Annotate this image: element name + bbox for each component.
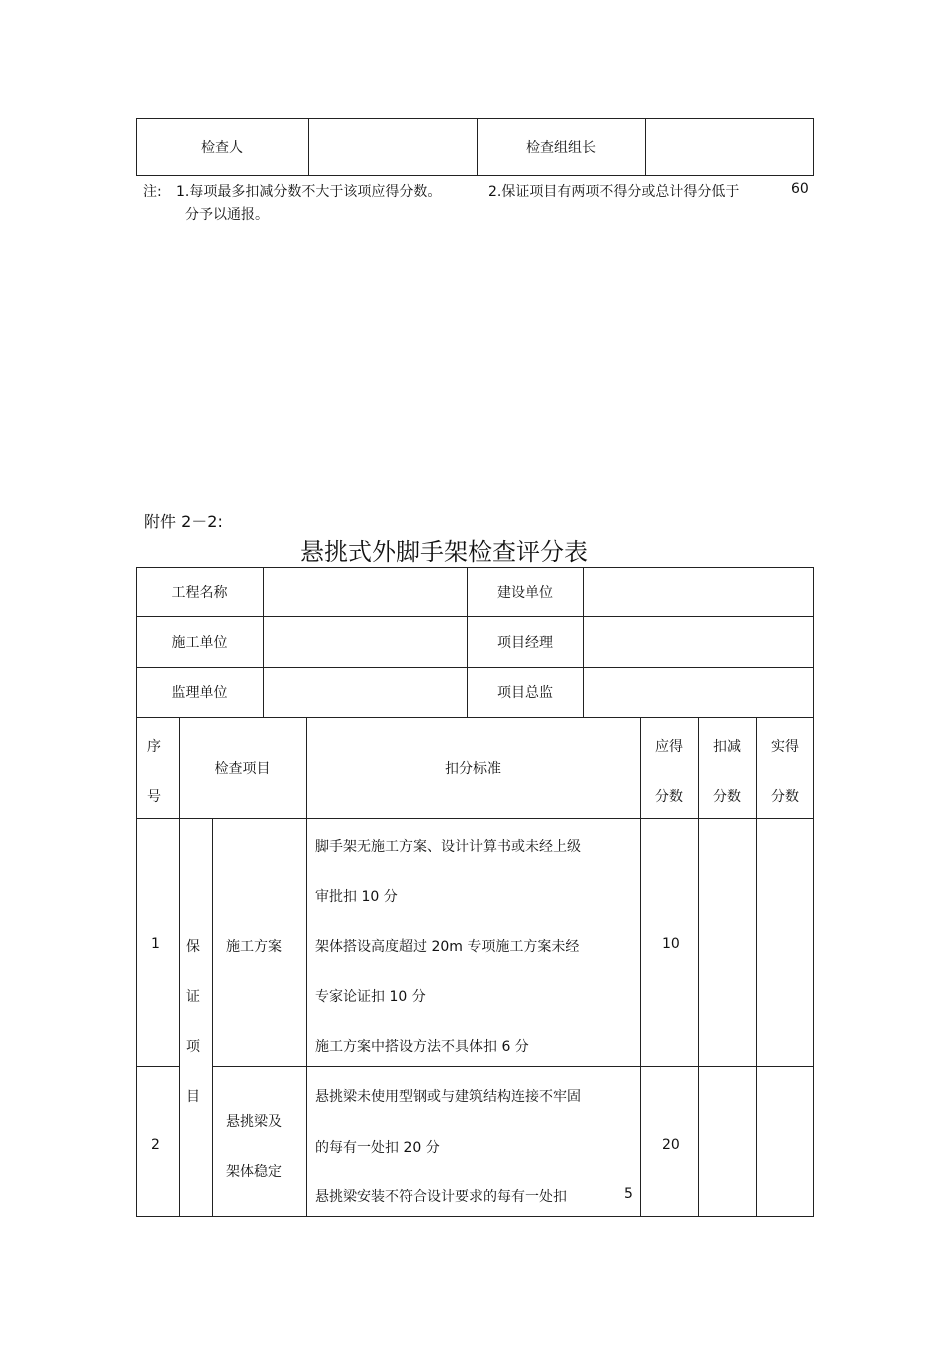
header-should-2: 分数: [655, 789, 683, 805]
row-1-line-5: 施工方案中搭设方法不具体扣 6 分: [315, 1039, 529, 1055]
table-border: [640, 717, 641, 1217]
row-2-score: 20: [662, 1137, 680, 1153]
header-deduct-standard: 扣分标准: [445, 761, 501, 777]
table-border: [136, 1216, 814, 1217]
header-seq-2: 号: [147, 789, 161, 805]
note-item-1: 1.每项最多扣减分数不大于该项应得分数。: [176, 184, 442, 200]
table-border: [583, 567, 584, 718]
inspector-value[interactable]: [308, 118, 477, 176]
row-2-line-3-value: 5: [624, 1186, 633, 1202]
table-border: [756, 717, 757, 1217]
attachment-label: 附件 2－2:: [144, 512, 223, 531]
note-item-2-value: 60: [791, 181, 809, 197]
supervision-label: 监理单位: [171, 685, 228, 701]
project-name-label: 工程名称: [171, 584, 228, 601]
header-deduct-1: 扣减: [713, 739, 741, 755]
row-2-line-1: 悬挑梁未使用型钢或与建筑结构连接不牢固: [315, 1089, 581, 1105]
category-char: 保: [186, 939, 200, 955]
note-prefix: 注:: [143, 184, 162, 200]
table-border: [813, 118, 814, 176]
project-manager-label: 项目经理: [497, 634, 553, 651]
table-border: [136, 1066, 179, 1067]
row-2-item-1: 悬挑梁及: [226, 1114, 282, 1130]
category-char: 项: [186, 1039, 200, 1055]
header-actual-1: 实得: [771, 739, 799, 755]
row-1-seq: 1: [151, 936, 160, 952]
project-director-label: 项目总监: [497, 685, 553, 701]
table-border: [263, 567, 264, 718]
note-item-2-cont: 分予以通报。: [185, 207, 269, 223]
note-item-2: 2.保证项目有两项不得分或总计得分低于: [488, 184, 740, 200]
leader-value[interactable]: [645, 118, 813, 176]
row-1-line-1: 脚手架无施工方案、设计计算书或未经上级: [315, 839, 581, 855]
table-border: [136, 818, 814, 819]
construction-unit-label: 施工单位: [171, 634, 228, 651]
header-should-1: 应得: [655, 739, 683, 755]
header-deduct-2: 分数: [713, 789, 741, 805]
row-2-seq: 2: [151, 1137, 160, 1153]
builder-label: 建设单位: [497, 584, 553, 601]
table-border: [212, 818, 213, 1217]
table-border: [813, 717, 814, 1217]
row-2-line-3: 悬挑梁安装不符合设计要求的每有一处扣: [315, 1189, 567, 1205]
row-1-line-4: 专家论证扣 10 分: [315, 989, 426, 1005]
row-1-line-3: 架体搭设高度超过 20m 专项施工方案未经: [315, 939, 580, 955]
category-char: 证: [186, 989, 200, 1005]
header-seq-1: 序: [147, 739, 161, 755]
row-2-line-2: 的每有一处扣 20 分: [315, 1140, 440, 1156]
header-actual-2: 分数: [771, 789, 799, 805]
row-2-item-2: 架体稳定: [226, 1164, 282, 1180]
inspector-label: 检查人: [201, 140, 243, 156]
row-1-score: 10: [662, 936, 680, 952]
table-border: [813, 567, 814, 718]
header-check-item: 检查项目: [214, 761, 271, 777]
row-1-item: 施工方案: [226, 939, 282, 955]
row-1-line-2: 审批扣 10 分: [315, 889, 398, 905]
page-title: 悬挑式外脚手架检查评分表: [300, 538, 588, 566]
table-border: [698, 717, 699, 1217]
category-char: 目: [186, 1089, 200, 1105]
leader-label: 检查组组长: [526, 140, 596, 156]
table-border: [212, 1066, 814, 1067]
table-border: [136, 717, 137, 1217]
